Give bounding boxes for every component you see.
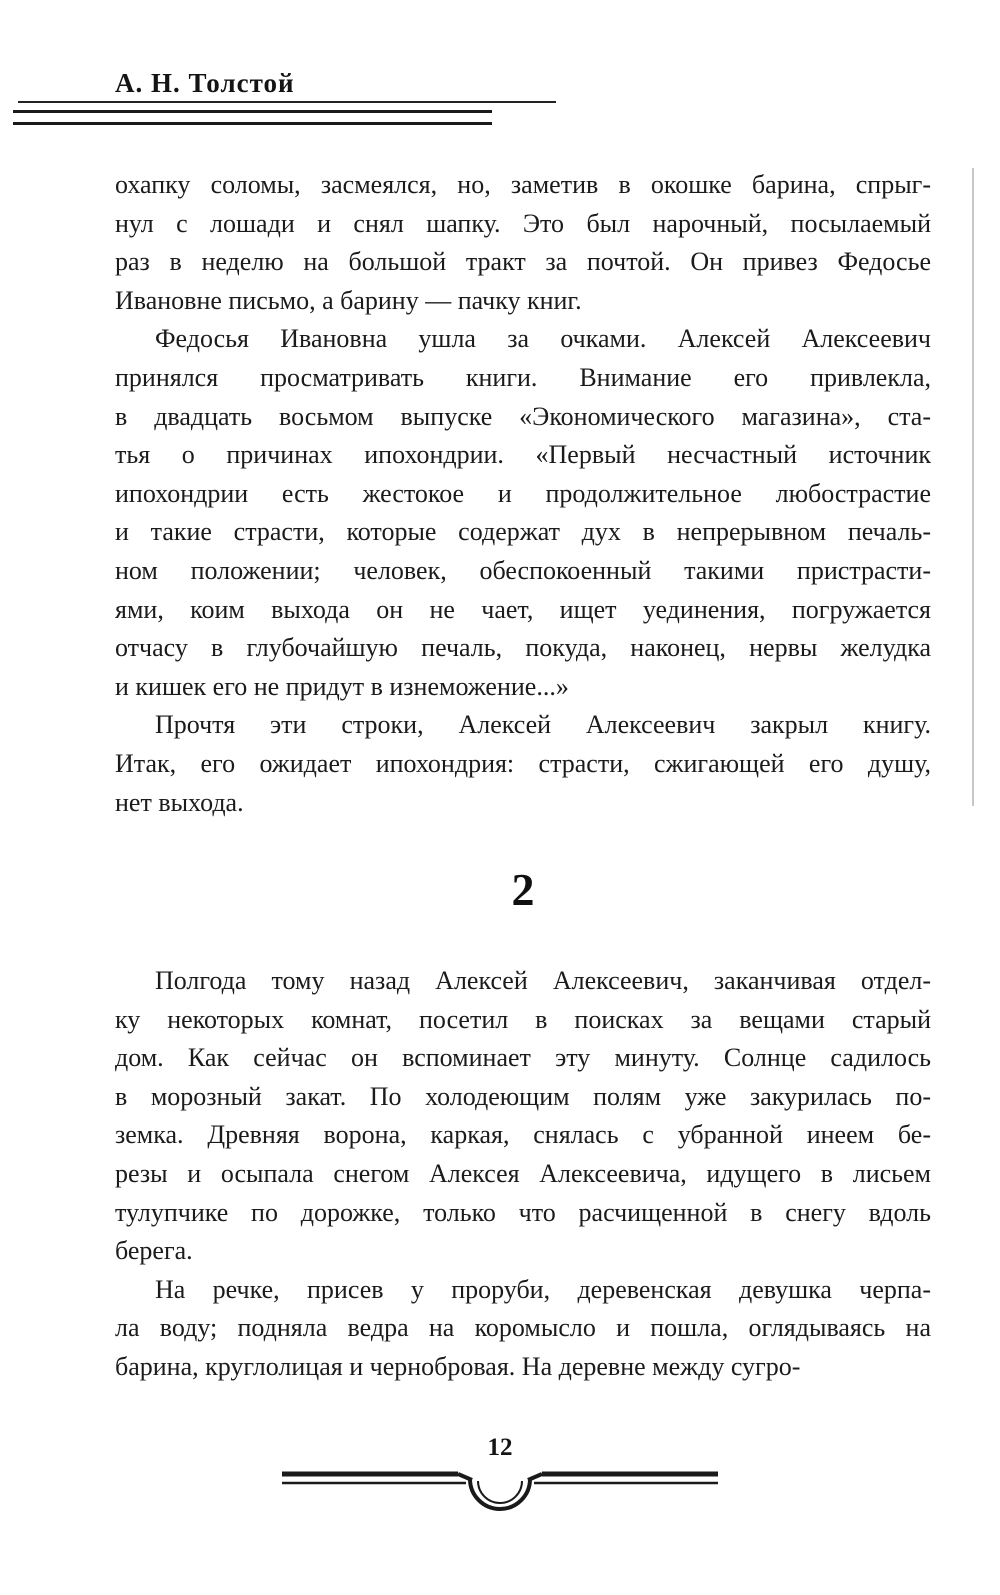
text-line: в двадцать восьмом выпуске «Экономического магазина», ста- [115, 401, 931, 431]
text-line: тулупчике по дорожке, только что расчищенной в снегу вдоль [115, 1197, 931, 1227]
text-line: ном положении; человек, обеспокоенный такими пристрасти- [115, 555, 931, 585]
footer-ornament-rule [0, 1466, 1000, 1516]
chapter-number: 2 [511, 864, 535, 916]
text-line: ипохондрии есть жестокое и продолжительное любострастие [115, 478, 931, 508]
text-line: дом. Как сейчас он вспоминает эту минуту. Солнце садилось [115, 1043, 931, 1073]
page-body [115, 166, 931, 1387]
text-line: в морозный закат. По холодеющим полям уже закурилась по- [115, 1081, 931, 1111]
text-line: тья о причинах ипохондрии. «Первый несчастный источник [115, 440, 931, 470]
running-head-author: А. Н. Толстой [115, 68, 295, 98]
text-line: ями, коим выхода он не чает, ищет уединения, погружается [115, 594, 931, 624]
text-line: На речке, присев у проруби, деревенская девушка черпа- [155, 1274, 931, 1304]
text-line: ку некоторых комнат, посетил в поисках за вещами старый [115, 1004, 931, 1034]
page-footer [0, 1434, 1000, 1516]
text-line: резы и осыпала снегом Алексея Алексеевича, идущего в лисьем [115, 1159, 931, 1189]
paragraph [115, 1271, 931, 1387]
text-line: ла воду; подняла ведра на коромысло и пошла, оглядываясь на [115, 1313, 931, 1343]
header-rule-thin [18, 101, 556, 103]
text-line: нул с лошади и снял шапку. Это был нарочный, посылаемый [115, 208, 931, 238]
text-line: Ивановне письмо, а барину — пачку книг. [115, 285, 582, 315]
paragraph [115, 962, 931, 1271]
text-line: Прочтя эти строки, Алексей Алексеевич закрыл книгу. [155, 710, 931, 740]
paragraph [115, 706, 931, 822]
text-line: и кишек его не придут в изнеможение...» [115, 671, 569, 701]
text-line: охапку соломы, засмеялся, но, заметив в окошке барина, спрыг- [115, 170, 931, 199]
text-line: принялся просматривать книги. Внимание его привлекла, [115, 362, 931, 392]
text-line: нет выхода. [115, 787, 244, 817]
text-line: и такие страсти, которые содержат дух в непрерывном печаль- [115, 517, 931, 547]
paragraph [115, 320, 931, 706]
text-line: отчасу в глубочайшую печаль, покуда, наконец, нервы желудка [115, 633, 931, 663]
paragraph [115, 166, 931, 320]
header-rule-double [13, 110, 492, 125]
text-line: Итак, его ожидает ипохондрия: страсти, сжигающей его душу, [115, 748, 931, 778]
text-line: барина, круглолицая и чернобровая. На деревне между сугро- [115, 1352, 801, 1382]
text-line: раз в неделю на большой тракт за почтой. Он привез Федосье [115, 247, 931, 277]
page-edge-line [972, 168, 974, 806]
text-line: Полгода тому назад Алексей Алексеевич, заканчивая отдел- [155, 966, 931, 996]
footer-ornament-icon [280, 1466, 720, 1516]
text-line: Федосья Ивановна ушла за очками. Алексей Алексеевич [155, 324, 931, 354]
text-line: земка. Древняя ворона, каркая, снялась с убранной инеем бе- [115, 1120, 931, 1150]
page-number: 12 [487, 1434, 513, 1461]
text-line: берега. [115, 1236, 193, 1266]
